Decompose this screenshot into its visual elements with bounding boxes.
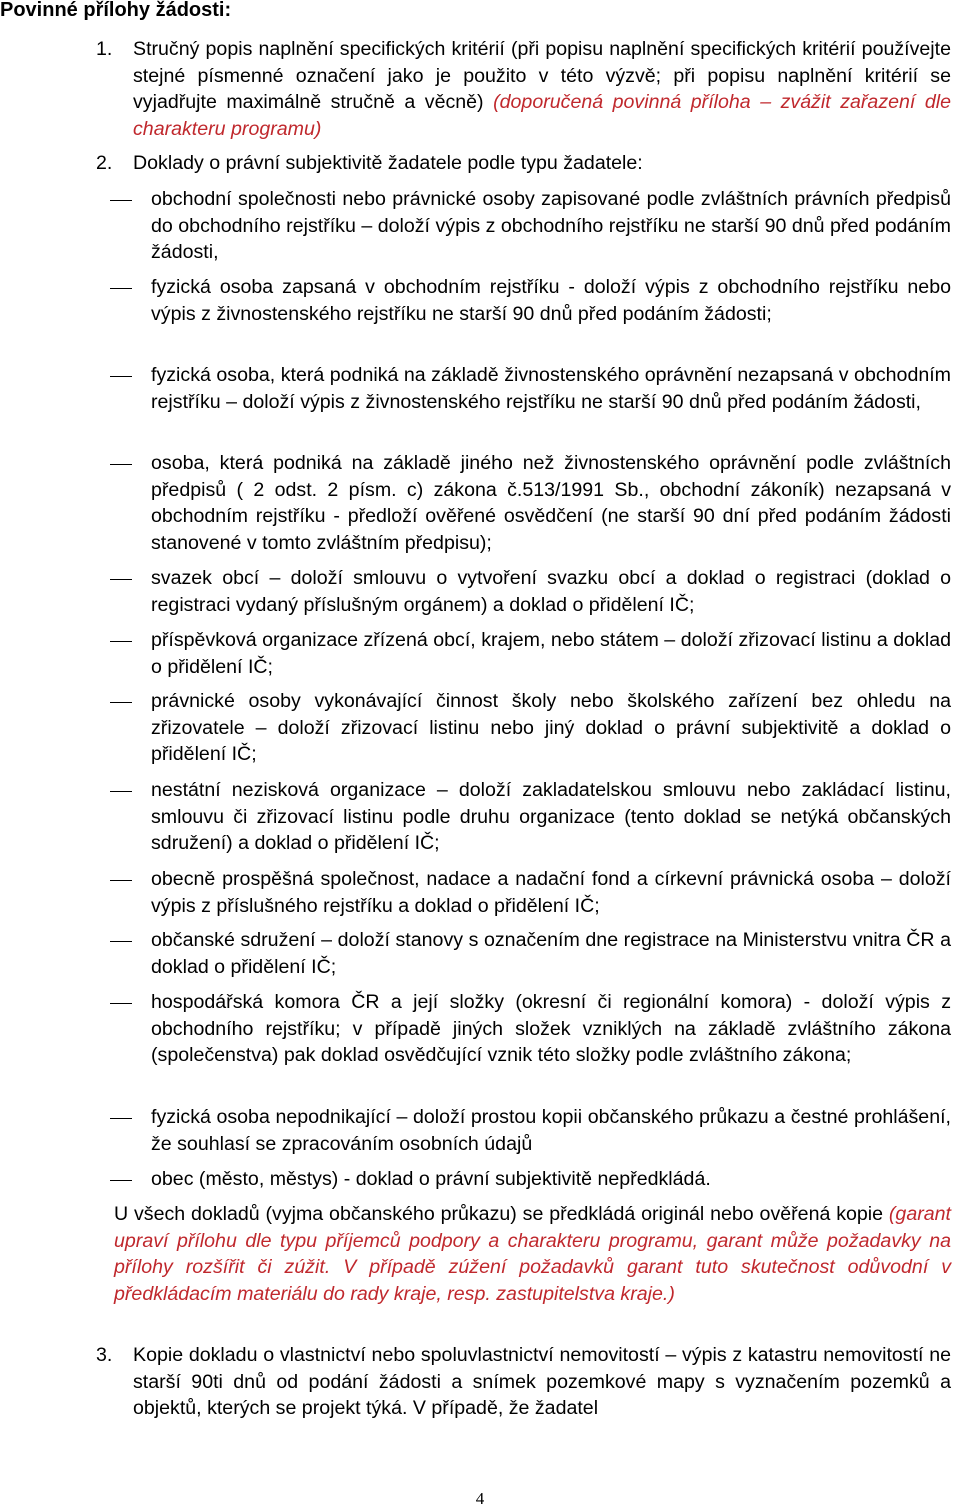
list-item: svazek obcí – doloží smlouvu o vytvoření svazku obcí a doklad o registraci (doklad o registraci vydaný příslušným orgánem) a doklad o přidělení IČ;: [151, 567, 951, 616]
dash-icon: [110, 941, 132, 942]
list-item: osoba, která podniká na základě jiného než živnostenského oprávnění podle zvláštních předpisů ( 2 odst. 2 písm. c) zákona č.513/1991 Sb., obchodní zákoník) nezapsaná v obchodním rejstříku - předloží ověřené osvědčení (ne starší 90 dní před podáním žádosti stanovené v tomto zvláštním předpisu);: [151, 452, 951, 554]
point-1: [133, 36, 951, 142]
closing-note: (garant upraví přílohu dle typu příjemců podpory a charakteru programu, garant může požadavky na přílohy rozšířit či zúžit. V případě zúžení požadavků garant tuto skutečnost odůvodní v předkládacím materiálu do rady kraje, resp. zastupitelstva kraje.): [114, 1203, 951, 1305]
list-item: hospodářská komora ČR a její složky (okresní či regionální komora) - doloží výpis z obchodního rejstříku; v případě jiných složek vzniklých na základě zvláštního zákona (společenstva) pak doklad osvědčující vznik této složky podle zvláštního zákona;: [151, 991, 951, 1066]
list-item: obecně prospěšná společnost, nadace a nadační fond a církevní právnická osoba – doloží výpis z příslušného rejstříku a doklad o přidělení IČ;: [151, 868, 951, 917]
dash-icon: [110, 1180, 132, 1181]
page-number: 4: [475, 1489, 485, 1508]
point-1-note: (doporučená povinná příloha – zvážit zařazení dle charakteru programu): [133, 91, 952, 140]
dash-icon: [110, 1003, 132, 1004]
point-1-number: 1.: [96, 38, 113, 60]
closing-text: U všech dokladů (vyjma občanského průkazu) se předkládá originál nebo ověřená kopie: [114, 1203, 884, 1225]
list-item: právnické osoby vykonávající činnost školy nebo školského zařízení bez ohledu na zřizovatele – doloží zřizovací listinu nebo jiný doklad o právní subjektivitě a doklad o přidělení IČ;: [151, 690, 951, 765]
list-item: nestátní nezisková organizace – doloží zakladatelskou smlouvu nebo zakládací listinu, smlouvu či zřizovací listinu podle druhu organizace (tento doklad se netýká občanských sdružení) a doklad o přidělení IČ;: [151, 779, 951, 854]
closing-paragraph: [114, 1201, 951, 1307]
section-heading: Povinné přílohy žádosti:: [0, 0, 232, 21]
point-2-text: Doklady o právní subjektivitě žadatele podle typu žadatele:: [133, 152, 643, 174]
list-item: obchodní společnosti nebo právnické osoby zapisované podle zvláštních právních předpisů do obchodního rejstříku – doloží výpis z obchodního rejstříku ne starší 90 dnů před podáním žádosti,: [151, 188, 951, 263]
dash-icon: [110, 1118, 132, 1119]
dash-icon: [110, 579, 132, 580]
dash-icon: [110, 464, 132, 465]
list-item: fyzická osoba, která podniká na základě živnostenského oprávnění nezapsaná v obchodním rejstříku – doloží výpis z živnostenského rejstříku ne starší 90 dnů před podáním žádosti,: [151, 364, 951, 413]
dash-icon: [110, 288, 132, 289]
dash-icon: [110, 702, 132, 703]
list-item: fyzická osoba zapsaná v obchodním rejstříku - doloží výpis z obchodního rejstříku nebo výpis z živnostenského rejstříku ne starší 90 dnů před podáním žádosti;: [151, 276, 951, 325]
list-item: příspěvková organizace zřízená obcí, krajem, nebo státem – doloží zřizovací listinu a doklad o přidělení IČ;: [151, 629, 951, 678]
dash-icon: [110, 641, 132, 642]
dash-icon: [110, 880, 132, 881]
dash-icon: [110, 376, 132, 377]
dash-icon: [110, 791, 132, 792]
list-item: občanské sdružení – doloží stanovy s označením dne registrace na Ministerstvu vnitra ČR a doklad o přidělení IČ;: [151, 929, 951, 978]
list-item: fyzická osoba nepodnikající – doloží prostou kopii občanského průkazu a čestné prohlášení, že souhlasí se zpracováním osobních údajů: [151, 1106, 951, 1155]
point-3-number: 3.: [96, 1344, 113, 1366]
dash-icon: [110, 200, 132, 201]
point-3-text: Kopie dokladu o vlastnictví nebo spoluvlastnictví nemovitostí – výpis z katastru nemovitostí ne starší 90ti dnů od podání žádosti a snímek pozemkové mapy s vyznačením pozemků a objektů, kterých se projekt týká. V případě, že žadatel: [133, 1344, 951, 1419]
point-2-number: 2.: [96, 152, 113, 174]
point-1-text: Stručný popis naplnění specifických kritérií (při popisu naplnění specifických kritérií používejte stejné písmenné označení jako je použito v této výzvě; při popisu naplnění kritérií se vyjadřujte maximálně stručně a věcně): [133, 38, 951, 113]
list-item: obec (město, městys) - doklad o právní subjektivitě nepředkládá.: [151, 1168, 711, 1190]
